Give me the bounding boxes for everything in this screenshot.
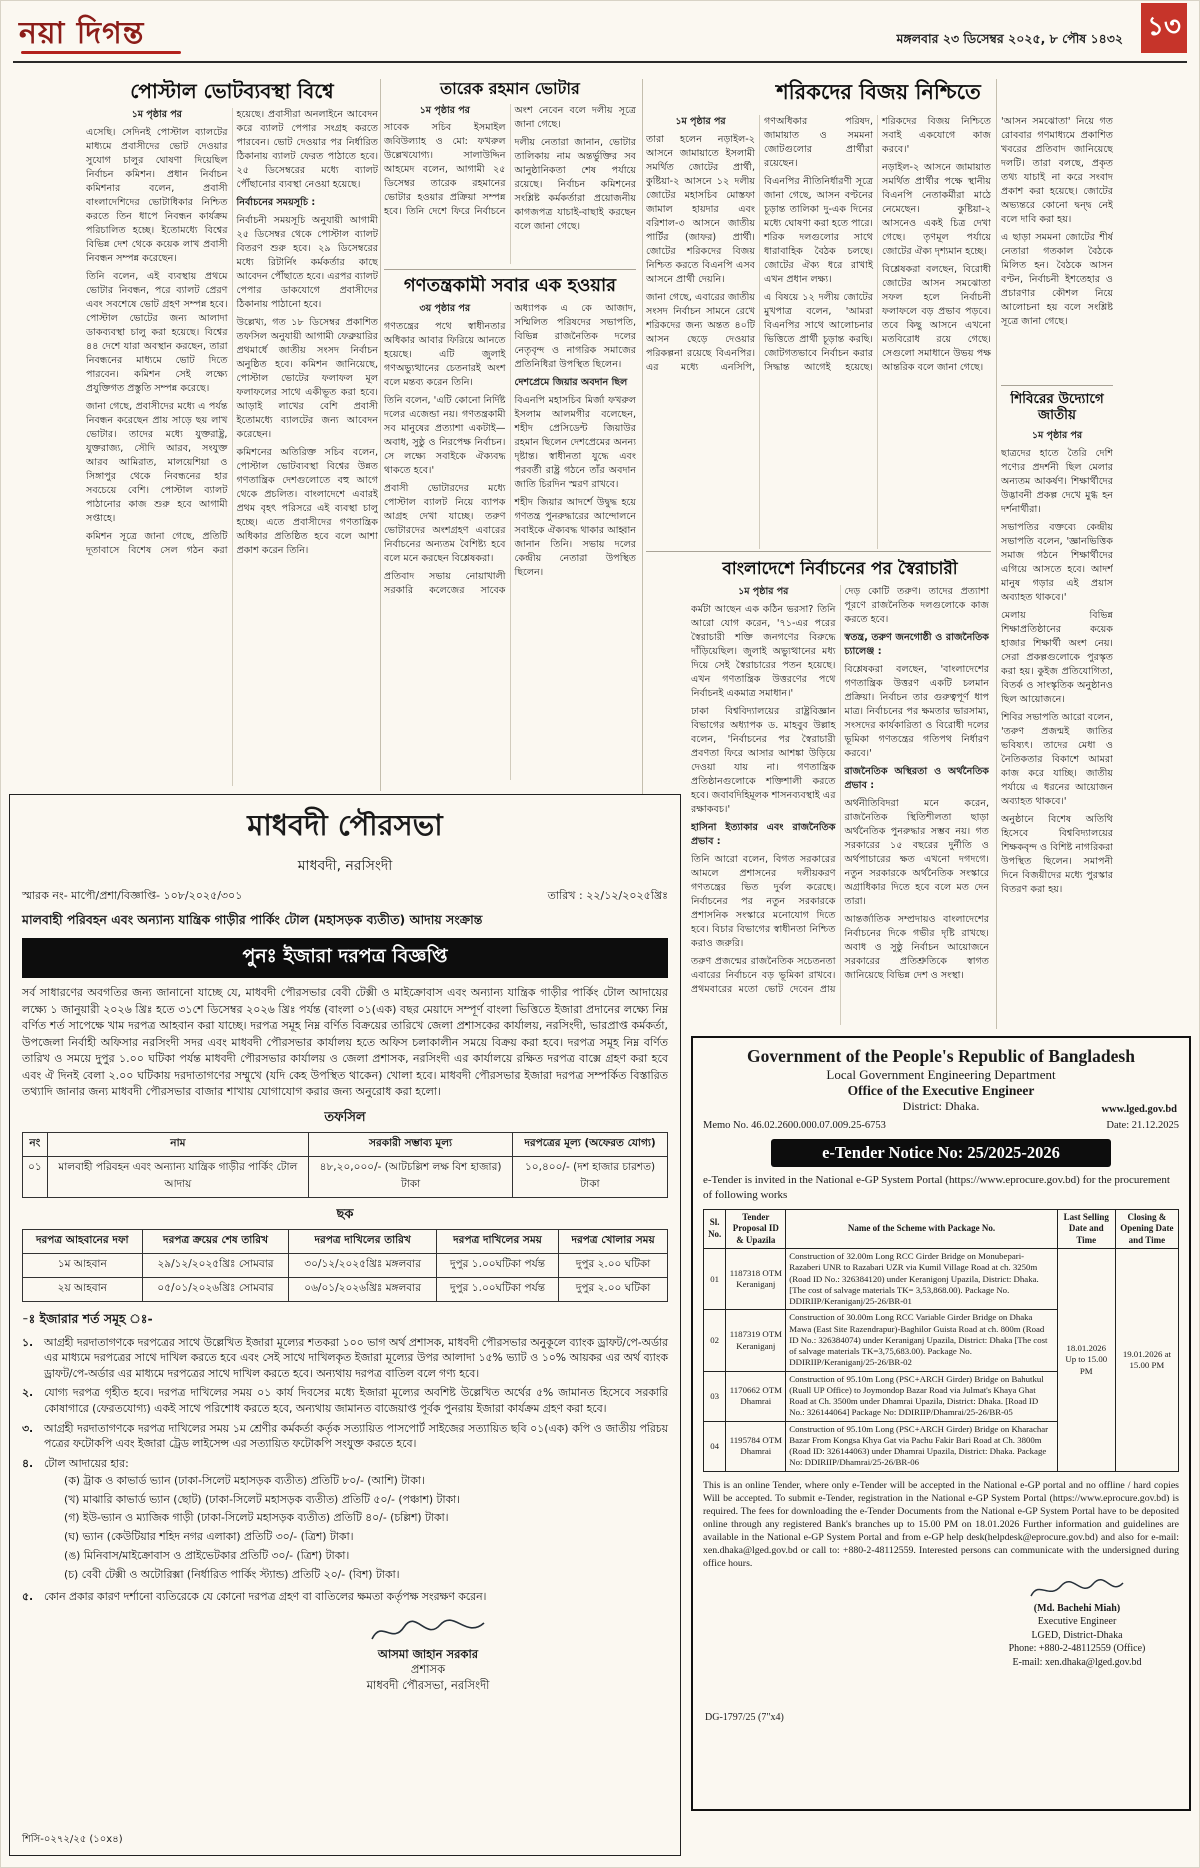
tafsil-table (22, 1132, 668, 1198)
column-header: Tender Proposal ID & Upazila (726, 1209, 786, 1249)
paragraph: ১ম পৃষ্ঠার পর (131, 109, 182, 121)
term-number: ৪. (22, 1456, 34, 1470)
table-header-row (704, 1209, 1179, 1249)
paragraph: ঢাকা বিশ্ববিদ্যালয়ের রাষ্ট্রবিজ্ঞান বিভাগের অধ্যাপক ড. মাহবুব উল্লাহ বলেন, 'নির্বাচনের পর স্বৈরাচারী প্রবণতা ফিরে আসার আশঙ্কা উড়িয়ে দেওয়া যায় না। গণতান্ত্রিক প্রতিষ্ঠানগুলোকে শক্তিশালী করতে হবে। জবাবদিহিমূলক শাসনব্যবস্থাই এর রক্ষাকবচ।' (691, 705, 836, 815)
column-header: নং (23, 1132, 48, 1156)
cell-name: মালবাহী পরিবহন এবং অন্যান্য যান্ত্রিক গাড়ীর পার্কিং টোল আদায় (47, 1156, 308, 1197)
toll-rate-item: (খ) মাঝারি কাভার্ড ভ্যান (ছোট) (ঢাকা-সিলেট মহাসড়ক ব্যতীত) প্রতিটি ৫০/- (পঞ্চাশ) টাকা। (64, 1492, 461, 1506)
paragraph: নড়াইল-২ আসনে জামায়াত সমর্থিত প্রার্থীর পক্ষে স্থানীয় বিএনপি নেতাকর্মীরা মাঠে নেমেছেন। কুষ্টিয়া-২ আসনেও একই চিত্র দেখা গেছে। তৃণমূল পর্যায়ে জোটের ঐক্য দৃশ্যমান হচ্ছে। (882, 162, 991, 257)
etender-notice (691, 1036, 1191, 1811)
notice-intro: সর্ব সাধারণের অবগতির জন্য জানানো যাচ্ছে যে, মাধবদী পৌরসভার বেবী টেক্সী ও মাইক্রোবাস এবং অন্যান্য যান্ত্রিক গাড়ীর পার্কিং টোল আদায়ের লক্ষ্যে ১ জানুয়ারী ২০২৬ খ্রিঃ হতে ৩১শে ডিসেম্বর ২০২৬ খ্রিঃ পর্যন্ত (বাংলা ০১(এক) বছর মেয়াদে সম্পূর্ণ বাংলা ভিত্তিতে ইজারা প্রদানের লক্ষ্যে নিম্ন বর্ণিত শর্ত সাপেক্ষে খাম দরপত্র আহবান করা যাচ্ছে। দরপত্র সমূহ নিম্ন বর্ণিত বিক্রয়ের তারিখে জেলা প্রশাসকের কার্যালয়, নরসিংদী, ভারপ্রাপ্ত কর্মকর্তা, উপজেলা নির্বাহী অফিসার নরসিংদী সদর এবং মাধবদী পৌরসভার কার্যালয় হতে অফিস চলাকালীন সময়ে বিক্রয় করা হবে। দরপত্র সমূহ নিম্ন বর্ণিত তারিখ ও সময়ে দুপুর ১.০০ ঘটিকা পর্যন্ত মাধবদী পৌরসভার কার্যালয় ও জেলা প্রশাসক, নরসিংদী এর কার্যালয়ে রক্ষিত দরপত্র বাক্সে গ্রহণ করা হবে এবং ঐ দিনই বেলা ২.০০ ঘটিকায় দরদাতাগণের সম্মুখে (যদি কেহ উপস্থিত থাকেন) খোলা হবে। মাধবদী পৌরসভার ইজারা দরপত্র সম্পর্কিত বিস্তারিত তথ্যাদি জানার জন্য মাধবদী পৌরসভার বাজার শাখায় যোগাযোগ করার জন্য অনুরোধ করা হলো। (22, 986, 668, 1098)
paragraph: আন্তর্জাতিক সম্প্রদায়ও বাংলাদেশের নির্বাচনের দিকে গভীর দৃষ্টি রাখছে। অবাধ ও সুষ্ঠু নির্বাচন আয়োজনে সরকারের প্রতিশ্রুতিকে স্বাগত জানিয়েছে বিভিন্ন দেশ ও সংস্থা। (844, 913, 989, 981)
term-text: যোগ্য দরপত্র গৃহীত হবে। দরপত্র দাখিলের সময় ০১ কার্য দিবসের মধ্যে ইজারা মূল্যের অবশিষ্ট উল্লেখিত অর্থের ৫% জামানত হিসেবে সরকারি কোষাগারে (ফেরতযোগ্য) একই সাথে পরিশোধ করতে হবে, অন্যথায় জামানত বাজেয়াপ্ত পূর্বক পুনরায় ইজারা কার্যক্রম গ্রহণ করা হবে। (44, 1386, 668, 1416)
pourashava-subtitle: মাধবদী, নরসিংদী (297, 858, 393, 874)
signature-block (977, 1578, 1177, 1670)
column-header: Name of the Scheme with Package No. (786, 1209, 1057, 1249)
column-header: সরকারী সম্ভাব্য মূল্য (309, 1132, 513, 1156)
paragraph: শিবির সভাপতি আরো বলেন, 'তরুণ প্রজন্মই জাতির ভবিষ্যৎ। তাদের মেধা ও নৈতিকতার বিকাশে আমরা কাজ করে যাচ্ছি। জাতীয় পর্যায়ে এ ধরনের আয়োজন অব্যাহত থাকবে।' (1001, 711, 1113, 807)
tafsil-title: তফসিল (324, 1109, 366, 1125)
paragraph: ১ম পৃষ্ঠার পর (675, 116, 726, 127)
cell-phase: ২য় আহবান (23, 1277, 143, 1301)
paragraph: তরুণ প্রজন্মের রাজনৈতিক সচেতনতা এবারের নির্বাচনে বড় ভূমিকা রাখবে। প্রথমবারের মতো ভোট দেবেন প্রায় দেড় কোটি তরুণ। তাদের প্রত্যাশা পূরণে রাজনৈতিক দলগুলোকে কাজ করতে হবে। (691, 585, 989, 995)
term-number: ১. (22, 1335, 34, 1349)
cell-tender-price: ১০,৪০০/- (দশ হাজার চারশত) টাকা (513, 1156, 668, 1197)
etender-footer-note: This is an online Tender, where only e-Tender will be accepted in the National e-GP portal and no offline / hard copies Will be accepted. To submit e-Tender, registration in the National e-GP System Portal (https://www.eprocure.gov.bd) is required. The fees for downloading the e-Tender Documents from the National e-GP System Portal have to be deposited online through any registered Bank's branches up to 15.00 PM on 18.01.2026 Further information and guidelines are available in the National e-GP System Portal and from e-GP help desk(helpdesk@eprocure.gov.bd) and also for e-mail: xen.dhaka@lged.gov.bd or call to: +880-2-48112559. Interested persons can communicate with the undersigned during office hours. (703, 1479, 1179, 1569)
masthead (13, 7, 1187, 63)
article-body (86, 108, 378, 786)
paragraph: ১ম পৃষ্ঠার পর (738, 585, 789, 597)
paragraph: নির্বাচনী সময়সূচি অনুযায়ী আগামী ২৫ ডিসেম্বর থেকে পোস্টাল ব্যালট বিতরণ শুরু হবে। ২৯ ডিসেম্বরের মধ্যে রিটার্নিং কর্মকর্তার কাছে আবেদন পৌঁছাতে হবে। এরপর ব্যালট পেপার ডাকযোগে প্রবাসীদের ঠিকানায় পাঠানো হবে। (236, 215, 378, 311)
article-headline: শিবিরের উদ্যোগে জাতীয় (1010, 391, 1104, 424)
cell-open-time: দুপুর ২.০০ ঘটিকা (559, 1277, 668, 1301)
cell-sl: 03 (704, 1371, 726, 1421)
paragraph: রাজনৈতিক অস্থিরতা ও অর্থনৈতিক প্রভাব : (844, 765, 989, 791)
cell-sl: 02 (704, 1310, 726, 1371)
article-body (1001, 429, 1113, 1025)
cell-tender-id: 1187318 OTM Keraniganj (726, 1249, 786, 1310)
paragraph: বিশ্লেষকরা বলছেন, 'বাংলাদেশের গণতান্ত্রিক উত্তরণ একটি চলমান প্রক্রিয়া। নির্বাচন তার গুরুত্বপূর্ণ ধাপ মাত্র। নির্বাচনের পর ক্ষমতার ভারসাম্য, সংসদের কার্যকারিতা ও বিরোধী দলের ভূমিকা গণতন্ত্রের গতিপথ নির্ধারণ করবে।' (844, 663, 989, 759)
cell-phase: ১ম আহবান (23, 1253, 143, 1277)
toll-rates-list (22, 1472, 668, 1585)
signatory-name: আসমা জাহান সরকার (377, 1646, 479, 1661)
column-rule (380, 79, 381, 791)
cell-no: ০১ (23, 1156, 48, 1197)
article-tareq-voter (384, 79, 636, 267)
date-line: মঙ্গলবার ২৩ ডিসেম্বর ২০২৫, ৮ পৌষ ১৪৩২ (896, 31, 1123, 46)
paragraph: এ বিষয়ে ১২ দলীয় জোটের মুখপাত্র বলেন, 'আমরা বিএনপির সাথে আলোচনার ভিত্তিতে প্রার্থী চূড়ান্ত করছি। জোটগতভাবে নির্বাচন করার সিদ্ধান্ত আগেই হয়েছে। শরিকদের বিজয় নিশ্চিতে সবাই একযোগে কাজ করবে।' (764, 116, 991, 373)
cell-scheme: Construction of 95.10m Long (PSC+ARCH Girder) Bridge on Bahutkul (Ruall UP Office) to Joymondop Bazar Road via Julmat's Khaya Ghat Road at Ch. 3500m under Dhamrai Upazila, District: Dhaka. [Road ID No.: 326144064] Package No: DDIRIIP/Dhamrai/25-26/BR-05 (786, 1371, 1057, 1421)
cell-tender-id: 1170662 OTM Dhamrai (726, 1371, 786, 1421)
signatory-title: প্রশাসক (410, 1662, 446, 1677)
cell-buy-last: ০৫/০১/২০২৬খ্রিঃ সোমবার (142, 1277, 289, 1301)
article-headline: পোস্টাল ভোটব্যবস্থা বিশ্বে (130, 79, 334, 103)
terms-title: -ঃ ইজারার শর্ত সমূহ ঃ- (22, 1310, 153, 1326)
paragraph: উল্লেখ্য, গত ১৮ ডিসেম্বর প্রকাশিত তফসিল অনুযায়ী আগামী ফেব্রুয়ারির প্রথমার্ধে জাতীয় সংসদ নির্বাচন অনুষ্ঠিত হবে। কমিশন জানিয়েছে, পোস্টাল ভোটের ফলাফল মূল ফলাফলের সাথে একীভূত করা হবে। আড়াই লাখের বেশি প্রবাসী ইতোমধ্যে ব্যালটের জন্য আবেদন করেছেন। (236, 317, 378, 441)
paragraph: কমিশনের অতিরিক্ত সচিব বলেন, পোস্টাল ভোটব্যবস্থা বিশ্বের উন্নত গণতান্ত্রিক দেশগুলোতে বহু আগে থেকে প্রচলিত। বাংলাদেশে এবারই প্রথম বৃহৎ পরিসরে এই ব্যবস্থা চালু হচ্ছে। এতে প্রবাসীদের গণতান্ত্রিক অধিকার প্রতিষ্ঠিত হবে বলে আশা প্রকাশ করেন তিনি। (236, 447, 378, 557)
memo-number: স্মারক নং- মাপৌ/প্রশা/বিজ্ঞাপ্তি- ১০৮/২০২৫/৩০১ (22, 889, 243, 902)
government-title: Government of the People's Republic of Bangladesh (747, 1046, 1135, 1066)
pourashava-notice (9, 794, 681, 1856)
cell-open-time: দুপুর ২.০০ ঘটিকা (559, 1253, 668, 1277)
chhok-table (22, 1229, 668, 1302)
column-header: নাম (47, 1132, 308, 1156)
article-headline: শরিকদের বিজয় নিশ্চিতে (776, 79, 981, 104)
paragraph: স্বতন্ত্র, তরুণ জনগোষ্ঠী ও রাজনৈতিক চ্যালেঞ্জ : (844, 631, 989, 657)
paragraph: অনুষ্ঠানে বিশেষ অতিথি হিসেবে বিশ্ববিদ্যালয়ের শিক্ষকবৃন্দ ও বিশিষ্ট নাগরিকরা উপস্থিত ছিলেন। সমাপনী দিনে বিজয়ীদের মধ্যে পুরস্কার বিতরণ করা হয়। (1001, 813, 1113, 895)
paragraph: এ ছাড়া সমমনা জোটের শীর্ষ নেতারা গতকাল বৈঠকে মিলিত হন। বৈঠকে আসন বণ্টন, নির্বাচনী ইশতেহার ও প্রচারণার কৌশল নিয়ে আলোচনা হয় বলে সংশ্লিষ্ট সূত্রে জানা গেছে। (1001, 232, 1113, 327)
logo-underline (21, 51, 181, 54)
cell-last-selling: 18.01.2026 Up to 15.00 PM (1057, 1249, 1115, 1472)
article-headline: গণতন্ত্রকামী সবার এক হওয়ার (403, 275, 617, 296)
column-header: দরপত্র ক্রয়ের শেষ তারিখ (142, 1229, 289, 1253)
office-name: Office of the Executive Engineer (847, 1083, 1035, 1098)
paragraph: নির্বাচনের সময়সূচি : (236, 197, 316, 209)
paragraph: তিনি আরো বলেন, বিগত সরকারের আমলে প্রশাসনের দলীয়করণ গণতন্ত্রের ভিত দুর্বল করেছে। নির্বাচনের পর নতুন সরকারকে প্রশাসনিক সংস্কারে মনোযোগ দিতে হবে। বিচার বিভাগের স্বাধীনতা নিশ্চিত করাও জরুরি। (691, 853, 836, 949)
cell-tender-id: 1195784 OTM Dhamrai (726, 1421, 786, 1471)
paragraph: হাসিনা ইত্যাকার এবং রাজনৈতিক প্রভাব : (691, 821, 836, 847)
page-number-badge: ১৩ (1141, 3, 1187, 53)
column-rule (996, 79, 997, 1029)
website-text: www.lged.gov.bd (1101, 1104, 1177, 1115)
paragraph: বিএনপি মহাসচিব মির্জা ফখরুল ইসলাম আলমগীর বলেছেন, শহীদ প্রেসিডেন্ট জিয়াউর রহমান ছিলেন দেশপ্রেমের অনন্য দৃষ্টান্ত। স্বাধীনতা যুদ্ধে এবং পরবর্তী রাষ্ট্র গঠনে তাঁর অবদান জাতি চিরদিন স্মরণ রাখবে। (514, 394, 636, 490)
section-rule (1001, 385, 1113, 386)
article-body (384, 104, 636, 264)
memo-date: Date: 21.12.2025 (1106, 1120, 1179, 1131)
toll-rate-item: (চ) বেবী টেক্সী ও অটোরিক্সা (নির্ধারিত পার্কিং স্ট্যান্ড) প্রতিটি ২০/- (বিশ) টাকা। (64, 1568, 400, 1582)
district-line: District: Dhaka. (902, 1099, 980, 1113)
subject-line: মালবাহী পরিবহন এবং অন্যান্য যান্ত্রিক গাড়ীর পার্কিং টোল (মহাসড়ক ব্যতীত) আদায় সংক্রান্ত (22, 912, 483, 927)
memo-number: Memo No. 46.02.2600.000.07.009.25-6753 (703, 1120, 886, 1131)
paragraph: সাবেক সচিব ইসমাইল জবিউল্যাহ ও মো: ফখরুল উল্লেখযোগ্য। সালাউদ্দিন আহমেদ বলেন, আগামী ২৫ ডিসেম্বর তারেক রহমানের ভোটার হওয়ার প্রক্রিয়া সম্পন্ন হবে। তিনি দেশে ফিরে নির্বাচনে অংশ নেবেন বলে দলীয় সূত্রে জানা গেছে। (384, 104, 636, 218)
paragraph: শহীদ জিয়ার আদর্শে উদ্বুদ্ধ হয়ে গণতন্ত্র পুনরুদ্ধারের আন্দোলনে সবাইকে ঐক্যবদ্ধ থাকার আহ্বান জানান তিনি। সভায় দলের কেন্দ্রীয় নেতারা উপস্থিত ছিলেন। (514, 496, 636, 578)
paragraph: দলীয় নেতারা জানান, ভোটার তালিকায় নাম অন্তর্ভুক্তির সব আনুষ্ঠানিকতা শেষ পর্যায়ে রয়েছে। নির্বাচন কমিশনের সংশ্লিষ্ট কর্মকর্তারা প্রয়োজনীয় কাগজপত্র যাচাই-বাছাই করছেন বলে জানা গেছে। (514, 136, 636, 232)
term-text: কোন প্রকার কারণ দর্শানো ব্যতিরেকে যে কোনো দরপত্র গ্রহণ বা বাতিলের ক্ষমতা কর্তৃপক্ষ সংরক্ষণ করেন। (44, 1589, 487, 1603)
invitation-text: e-Tender is invited in the National e-GP System Portal (https://www.eprocure.gov.bd) for the procurement of following works (703, 1174, 1170, 1201)
signatory-email: E-mail: xen.dhaka@lged.gov.bd (1012, 1656, 1142, 1668)
toll-rate-item: (ক) ট্রাক ও কাভার্ড ভ্যান (ঢাকা-সিলেট মহাসড়ক ব্যতীত) প্রতিটি ৮০/- (আশি) টাকা। (64, 1473, 425, 1487)
paragraph: অর্থনীতিবিদরা মনে করেন, রাজনৈতিক স্থিতিশীলতা ছাড়া অর্থনৈতিক পুনরুদ্ধার সম্ভব নয়। গত সরকারের ১৫ বছরের দুর্নীতি ও অর্থপাচারের ক্ষত এখনো দগদগে। নতুন সরকারকে অর্থনৈতিক সংস্কারে অগ্রাধিকার দিতে হবে বলে মত দেন তারা। (844, 797, 989, 907)
press-code: DG-1797/25 (7"x4) (705, 1712, 784, 1723)
memo-line (703, 1120, 1179, 1131)
section-rule (384, 269, 636, 270)
signatory-org: মাধবদী পৌরসভা, নরসিংদী (366, 1677, 490, 1692)
terms-list (22, 1335, 668, 1472)
column-header: Last Selling Date and Time (1057, 1209, 1115, 1249)
article-headline: তারেক রহমান ভোটার (440, 79, 580, 98)
toll-rate-item: (ঙ) মিনিবাস/মাইক্রোবাস ও প্রাইভেটকার প্রতিটি ৩০/- (ত্রিশ) টাকা। (64, 1549, 350, 1563)
memo-line (22, 887, 668, 906)
column-header: Closing & Opening Date and Time (1115, 1209, 1178, 1249)
term-number: ৩. (22, 1421, 34, 1435)
paper-logo: নয়া দিগন্ত (19, 16, 145, 51)
term-text: আগ্রহী দরদাতাগণকে দরপত্র দাখিলের সময় ১ম শ্রেণীর কর্মকর্তা কর্তৃক সত্যায়িত পাসপোর্ট সাইজের সত্যায়িত ছবি ০১(এক) কপি ও জাতীয় পরিচয় পত্রের ফটোকপি এবং ইজারা ট্রেড লাইসেন্স এর সত্যায়িত ফটোকপি সংযুক্ত করতে হবে। (44, 1421, 668, 1451)
term-text: টোল আদায়ের হার: (44, 1456, 129, 1470)
paragraph: মেলায় বিভিন্ন শিক্ষাপ্রতিষ্ঠানের কয়েক হাজার শিক্ষার্থী অংশ নেয়। সেরা প্রকল্পগুলোকে পুরস্কৃত করা হয়। কুইজ প্রতিযোগিতা, বিতর্ক ও সাংস্কৃতিক অনুষ্ঠানও ছিল আয়োজনে। (1001, 609, 1113, 705)
paragraph: কর্মটা আছেন এক কঠিন ভরসা? তিনি আরো যোগ করেন, '৭১-এর পরের স্বৈরাচারী শক্তি জনগণের বিরুদ্ধে দাঁড়িয়েছিল। জুলাই অভ্যুত্থানের মধ্য দিয়ে সেই স্বৈরাচারের পতন হয়েছে। এখন গণতান্ত্রিক উত্তরণের পথে নির্বাচনই একমাত্র সমাধান।' (691, 603, 836, 699)
signature-scribble (368, 1617, 488, 1647)
chhok-title: ছক (336, 1206, 354, 1222)
signatory-org: LGED, District-Dhaka (1031, 1629, 1123, 1641)
paragraph: জানা গেছে, এবারের জাতীয় সংসদ নির্বাচন সামনে রেখে শরিকদের জন্য অন্তত ৪০টি আসন ছেড়ে দেওয়ার পরিকল্পনা রয়েছে বিএনপির। এর মধ্যে এনসিপি, গণঅধিকার পরিষদ, জামায়াত ও সমমনা জোটগুলোর প্রার্থীরা রয়েছেন। (646, 116, 873, 373)
article-shibir-national (1001, 391, 1113, 1031)
table-header-row (23, 1132, 668, 1156)
paragraph: ১ম পৃষ্ঠার পর (1031, 429, 1083, 441)
memo-date: তারিখ : ২২/১২/২০২৫খ্রিঃ (547, 889, 668, 902)
cell-submit-time: দুপুর ১.০০ঘটিকা পর্যন্ত (436, 1253, 558, 1277)
paragraph: দেশপ্রেমে জিয়ার অবদান ছিল (514, 376, 628, 388)
paragraph: প্রতিবাদ সভায় নোয়াখালী সরকারি কলেজের সাবেক অধ্যাপক এ কে আজাদ, সম্মিলিত পরিষদের সভাপতি, বিভিন্ন রাজনৈতিক দলের নেতৃবৃন্দ ও নাগরিক সমাজের প্রতিনিধিরা উপস্থিত ছিলেন। (384, 302, 636, 596)
cell-govt-value: ৪৮,২০,০০০/- (আটচল্লিশ লক্ষ বিশ হাজার) টাকা (309, 1156, 513, 1197)
etender-banner: e-Tender Notice No: 25/2025-2026 (771, 1139, 1111, 1167)
cell-scheme: Construction of 30.00m Long RCC Variable Girder Bridge on Dhaka Mawa (East Site Razendrapur)-Baghilor Guista Road at ch. 800m (Road ID No.: 326384074) under Keraniganj Upazila, District: Dhaka [The cost of salvage materials TK=3,75,683.00). Package No. DDIRIIP/Keraniganj/25-26/BR-02 (786, 1310, 1057, 1371)
cell-sl: 04 (704, 1421, 726, 1471)
paragraph: সভাপতির বক্তব্যে কেন্দ্রীয় সভাপতি বলেন, 'জ্ঞানভিত্তিক সমাজ গঠনে শিক্ষার্থীদের এগিয়ে আসতে হবে। আদর্শ মানুষ গড়ার এই প্রয়াস অব্যাহত থাকবে।' (1001, 521, 1113, 603)
article-body (384, 302, 636, 780)
article-post-election-autocracy (691, 559, 989, 1031)
paragraph: কমিশন সূত্রে জানা গেছে, প্রতিটি দূতাবাসে বিশেষ সেল গঠন করা হয়েছে। প্রবাসীরা অনলাইনে আবেদন করে ব্যালট পেপার সংগ্রহ করতে পারবেন। ভোট দেওয়ার পর নির্ধারিত ঠিকানায় ব্যালট ফেরত পাঠাতে হবে। ২৫ ডিসেম্বরের মধ্যে ব্যালট পৌঁছানোর ব্যবস্থা নেওয়া হয়েছে। (86, 109, 378, 557)
term-item (22, 1385, 668, 1416)
etender-table (703, 1209, 1179, 1472)
term-item (22, 1456, 668, 1472)
signatory-title: Executive Engineer (1037, 1616, 1117, 1628)
term-number: ২. (22, 1386, 34, 1400)
cell-sl: 01 (704, 1249, 726, 1310)
term-number: ৫. (22, 1589, 34, 1603)
paragraph: এসেছি। সেদিনই পোস্টাল ব্যালটের মাধ্যমে প্রবাসীদের ভোট দেওয়ার সুযোগ চালুর ঘোষণা দিয়েছিল নির্বাচন কমিশন। প্রধান নির্বাচন কমিশনার বলেন, প্রবাসী বাংলাদেশিদের ভোটাধিকার নিশ্চিত করতে তিন ধাপে নিবন্ধন কার্যক্রম পরিচালিত হচ্ছে। ইতোমধ্যে বিশ্বের বিভিন্ন দেশ থেকে কয়েক লাখ প্রবাসী নিবন্ধন সম্পন্ন করেছেন। (86, 127, 228, 265)
signatory-name: (Md. Bachehi Miah) (1033, 1602, 1121, 1614)
column-header: দরপত্র দাখিলের তারিখ (289, 1229, 436, 1253)
term-item (22, 1421, 668, 1452)
article-headline: বাংলাদেশে নির্বাচনের পর স্বৈরাচারী (722, 559, 958, 579)
cell-scheme: Construction of 95.10m Long (PSC+ARCH Girder) Bridge on Kharachar Bazar From Kongsa Khya Gat via Pachu Fakir Bari Road at Ch. 3800m (Road ID: 326144063) under Dhamrai Upazila, District: Dhaka. Package No: DDIRIIP/Dhamrai/25-26/BR-06 (786, 1421, 1057, 1471)
column-header: দরপত্রের মূল্য (অফেরত যোগ্য) (513, 1132, 668, 1156)
paragraph: প্রবাসী ভোটারদের মধ্যে পোস্টাল ব্যালট নিয়ে ব্যাপক আগ্রহ দেখা যাচ্ছে। তরুণ ভোটারদের অংশগ্রহণ এবারের নির্বাচনের অন্যতম বৈশিষ্ট্য হবে বলে মনে করছেন বিশ্লেষকরা। (384, 482, 506, 564)
notice-banner: পুনঃ ইজারা দরপত্র বিজ্ঞপ্তি (22, 938, 668, 978)
paragraph: বিশ্লেষকরা বলছেন, বিরোধী জোটের আসন সমঝোতা সফল হলে নির্বাচনী ফলাফলে বড় প্রভাব পড়বে। তবে কিছু আসনে এখনো মতবিরোধ রয়ে গেছে। সেগুলো সমাধানে উভয় পক্ষ আন্তরিক বলে জানা গেছে। (882, 264, 991, 373)
toll-rate-item: (গ) ইউ-ভ্যান ও ম্যাজিক গাড়ী (ঢাকা-সিলেট মহাসড়ক ব্যতীত) প্রতিটি ৪০/- (চল্লিশ) টাকা। (64, 1511, 449, 1525)
term-text: আগ্রহী দরদাতাগণকে দরপত্রের সাথে উল্লেখিত ইজারা মূল্যের শতকরা ১০০ ভাগ অর্থ প্রশাসক, মাধবদী পৌরসভার অনুকূলে ব্যাংক ড্রাফট/পে-অর্ডার এর মাধ্যমে দরপত্রের সাথে দাখিল করতে হবে এবং সেই সাথে দাখিলকৃত ইজারা মূল্যের উপর আলাদা ১৫% ভ্যাট ও ১০% আয়কর এর অর্থ ব্যাংক ড্রাফট/পে-অর্ডার এর মাধ্যমে দরপত্রের সাথে দাখিল করতে হবে। অন্যথায় দরপত্র বাতিল বলে গণ্য হবে। (44, 1335, 668, 1380)
article-allies-headline-band (646, 79, 1111, 113)
pourashava-title: মাধবদী পৌরসভা (247, 808, 443, 842)
paragraph: জানা গেছে, প্রবাসীদের মধ্যে এ পর্যন্ত নিবন্ধন করেছেন প্রায় সাড়ে ছয় লাখ ভোটার। তাদের মধ্যে যুক্তরাষ্ট্র, যুক্তরাজ্য, সৌদি আরব, সংযুক্ত আরব আমিরাত, মালয়েশিয়া ও সিঙ্গাপুর থেকে নিবন্ধনের হার সবচেয়ে বেশি। পোস্টাল ব্যালট পাঠানোর কাজ শুরু হবে আগামী সপ্তাহে। (86, 401, 228, 525)
paragraph: তারা হলেন নড়াইল-২ আসনে জামায়াতে ইসলামী সমর্থিত জোটের প্রার্থী, কুষ্টিয়া-২ আসনে ১২ দলীয় জোটের মহাসচিব মোস্তফা জামাল হায়দার এবং বরিশাল-৩ আসনে জাতীয় পার্টির (জাফর) প্রার্থী। জোটের শরিকদের বিজয় নিশ্চিত করতে বিএনপি এসব আসনে প্রার্থী দেয়নি। (646, 133, 755, 285)
article-allies-continued-column (1001, 115, 1113, 383)
paragraph: ১ম পৃষ্ঠার পর (419, 104, 470, 116)
department-name: Local Government Engineering Department (826, 1067, 1056, 1082)
article-body (646, 115, 991, 549)
term-item-last (22, 1589, 668, 1605)
cell-tender-id: 1187319 OTM Keraniganj (726, 1310, 786, 1371)
paragraph: তিনি বলেন, এই ব্যবস্থায় প্রথমে ভোটার নিবন্ধন, পরে ব্যালট প্রেরণ এবং সবশেষে ভোট গ্রহণ সম্পন্ন হবে। পোস্টাল ভোটের জন্য আলাদা ডাকব্যবস্থা চালু করা হয়েছে। বিশ্বের ৪৪ দেশে যারা অবস্থান করছেন, তারা নিবন্ধনের মাধ্যমে ভোট দিতে পারবেন। কমিশন সেই লক্ষ্যে প্রযুক্তিগত প্রস্তুতি সম্পন্ন করেছে। (86, 271, 228, 395)
signatory-phone: Phone: +880-2-48112559 (Office) (1008, 1643, 1146, 1655)
cell-submit-time: দুপুর ১.০০ঘটিকা পর্যন্ত (436, 1277, 558, 1301)
section-rule (646, 551, 991, 552)
article-postal-voting (86, 79, 378, 793)
column-header: দরপত্র খোলার সময় (559, 1229, 668, 1253)
column-header: দরপত্র দাখিলের সময় (436, 1229, 558, 1253)
table-row (23, 1156, 668, 1197)
article-body (1001, 115, 1113, 383)
table-row (23, 1277, 668, 1301)
toll-rate-item: (ঘ) ভ্যান (কেউটিয়ার শহিদ নগর এলাকা) প্রতিটি ৩০/- (ত্রিশ) টাকা। (64, 1530, 354, 1544)
cell-buy-last: ২৯/১২/২০২৫খ্রিঃ সোমবার (142, 1253, 289, 1277)
paragraph: ৩য় পৃষ্ঠার পর (419, 302, 471, 314)
cell-submit-date: ৩০/১২/২০২৫খ্রিঃ মঙ্গলবার (289, 1253, 436, 1277)
article-allies-body (646, 115, 991, 549)
press-code: শিসি-০২৭২/২৫ (১০x৪) (22, 1834, 123, 1845)
paragraph: 'আসন সমঝোতা' নিয়ে গত রোববার গণমাধ্যমে প্রকাশিত খবরের প্রতিবাদ জানিয়েছে দলটি। তারা বলছে, প্রকৃত তথ্য যাচাই না করে সংবাদ প্রকাশ করা হয়েছে। জোটের অভ্যন্তরে কোনো দ্বন্দ্ব নেই বলে দাবি করা হয়। (1001, 116, 1113, 225)
term-item (22, 1335, 668, 1382)
cell-closing-opening: 19.01.2026 at 15.00 PM (1115, 1249, 1178, 1472)
column-header: দরপত্র আহবানের দফা (23, 1229, 143, 1253)
cell-submit-date: ০৬/০১/২০২৬খ্রিঃ মঙ্গলবার (289, 1277, 436, 1301)
paragraph: বিএনপির নীতিনির্ধারণী সূত্রে জানা গেছে, আসন বণ্টনের চূড়ান্ত তালিকা দু-এক দিনের মধ্যে ঘোষণা করা হতে পারে। শরিক দলগুলোর সাথে ধারাবাহিক বৈঠক চলছে। জোটের ঐক্য ধরে রাখাই এখন প্রধান লক্ষ্য। (764, 176, 873, 285)
article-body (691, 585, 989, 1025)
signature-block (308, 1617, 548, 1694)
paragraph: গণতন্ত্রের পথে স্বাধীনতার অধিকার আবার ফিরিয়ে আনতে হয়েছে। এটি জুলাই গণঅভ্যুত্থানের চেতনারই অংশ বলে মন্তব্য করেন তিনি। (384, 320, 506, 388)
table-row (704, 1249, 1179, 1310)
paragraph: ছাত্রদের হাতে তৈরি দেশি পণ্যের প্রদর্শনী ছিল মেলার অন্যতম আকর্ষণ। শিক্ষার্থীদের উদ্ভাবনী প্রকল্প দেখে মুগ্ধ হন দর্শনার্থীরা। (1001, 447, 1113, 515)
paragraph: তিনি বলেন, 'এটি কোনো নির্দিষ্ট দলের এজেন্ডা নয়। গণতন্ত্রকামী সব মানুষের প্রত্যাশা একটাই— অবাধ, সুষ্ঠু ও নিরপেক্ষ নির্বাচন। সে লক্ষ্যে সবাইকে ঐক্যবদ্ধ থাকতে হবে।' (384, 394, 506, 476)
column-header: Sl. No. (704, 1209, 726, 1249)
article-democracy-unity (384, 275, 636, 791)
cell-scheme: Construction of 32.00m Long RCC Girder Bridge on Monubepari-Razaberi UNR to Razabari UZR via Kumil Village Road at ch. 3250m (Road ID No.: 326384120) under Keranigonj Upazila, District: Dhaka. [The cost of salvage materials TK= 3,53,868.00). Package No. DDIRIIP/Keraniganj/25-26/BR-01 (786, 1249, 1057, 1310)
table-row (23, 1253, 668, 1277)
signature-scribble (1027, 1578, 1127, 1602)
table-header-row (23, 1229, 668, 1253)
